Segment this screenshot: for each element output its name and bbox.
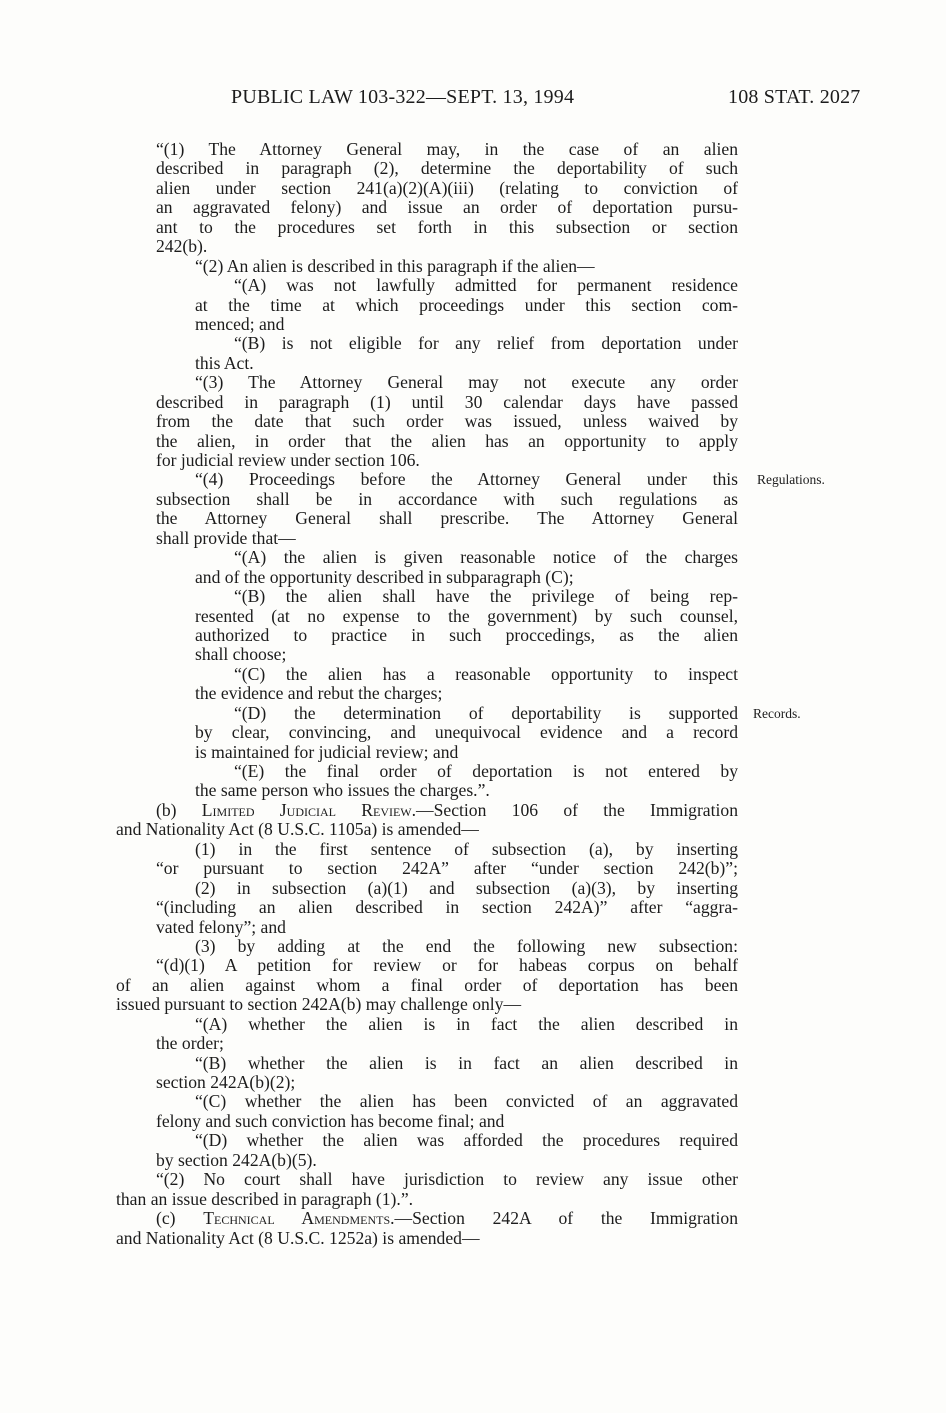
text-line: and Nationality Act (8 U.S.C. 1105a) is amended— (116, 819, 479, 840)
text-line: this Act. (195, 352, 254, 373)
page-header (0, 86, 946, 116)
text-line: “(2) An alien is described in this paragraph if the alien— (195, 255, 595, 276)
text-line: alien under section 241(a)(2)(A)(iii) (relating to conviction of (156, 177, 738, 198)
text-line: the Attorney General shall prescribe. The Attorney General (156, 508, 738, 529)
section-heading-text: Technical Amendments (203, 1208, 391, 1229)
text-line: and of the opportunity described in subparagraph (C); (195, 566, 574, 587)
text-line: “(C) whether the alien has been convicted of an aggravated (195, 1091, 738, 1112)
text-line: “(A) whether the alien is in fact the alien described in (195, 1013, 738, 1034)
text-line: menced; and (195, 313, 285, 334)
text-line: the evidence and rebut the charges; (195, 683, 443, 704)
text-line: at the time at which proceedings under this section com- (195, 294, 738, 315)
text-line: subsection shall be in accordance with such regulations as (156, 488, 738, 509)
section-heading-technical-amendments (116, 1209, 738, 1228)
text-line: and Nationality Act (8 U.S.C. 1252a) is amended— (116, 1227, 480, 1248)
text-line: “or pursuant to section 242A” after “under section 242(b)”; (156, 858, 738, 879)
text-line: for judicial review under section 106. (156, 450, 420, 470)
text-line: “(B) the alien shall have the privilege of being rep- (234, 586, 738, 607)
text-line: “(2) No court shall have jurisdiction to review any issue other (156, 1169, 738, 1190)
margin-note-records: Records. (753, 706, 801, 721)
text-line: issued pursuant to section 242A(b) may challenge only— (116, 994, 522, 1015)
text-line: than an issue described in paragraph (1).”. (116, 1188, 414, 1209)
text-line: “(d)(1) A petition for review or for habeas corpus on behalf (156, 955, 738, 976)
text-line: by clear, convincing, and unequivocal evidence and a record (195, 722, 738, 743)
text-line: described in paragraph (1) until 30 calendar days have passed (156, 391, 738, 412)
text-line: “(C) the alien has a reasonable opportunity to inspect (234, 663, 738, 684)
section-label: (c) (156, 1208, 204, 1229)
text-line: shall provide that— (156, 527, 296, 548)
text-line: authorized to practice in such proccedings, as the alien (195, 624, 738, 645)
text-line: “(3) The Attorney General may not execute any order (195, 372, 738, 393)
text-line: is maintained for judicial review; and (195, 741, 459, 762)
section-lead-text: .—Section 106 of the Immigration (411, 799, 738, 820)
text-line: 242(b). (156, 236, 208, 257)
text-line: shall choose; (195, 644, 287, 665)
section-heading-limited-judicial-review (116, 801, 738, 820)
text-line: (1) in the first sentence of subsection (a), by inserting (195, 838, 738, 859)
text-line: the alien, in order that the alien has an opportunity to apply (156, 430, 738, 451)
text-line: an aggravated felony) and issue an order of deportation pursu- (156, 197, 738, 218)
document-body (116, 140, 738, 1248)
text-line: by section 242A(b)(5). (156, 1149, 317, 1170)
text-line: felony and such conviction has become final; and (156, 1110, 505, 1131)
section-lead-text: .—Section 242A of the Immigration (390, 1208, 738, 1229)
header-stat-page: 108 STAT. 2027 (728, 86, 861, 108)
text-line: ant to the procedures set forth in this subsection or section (156, 216, 738, 237)
text-line: (3) by adding at the end the following new subsection: (195, 935, 738, 956)
margin-note-regulations: Regulations. (757, 472, 825, 487)
text-line: “(D) the determination of deportability is supported (234, 702, 738, 723)
text-line: section 242A(b)(2); (156, 1072, 296, 1092)
text-line: described in paragraph (2), determine the deportability of such (156, 158, 738, 179)
text-line: the same person who issues the charges.”. (195, 780, 490, 801)
text-line: of an alien against whom a final order of deportation has been (116, 974, 738, 995)
text-line: “(including an alien described in section 242A)” after “aggra- (156, 897, 738, 918)
text-line: from the date that such order was issued, unless waived by (156, 411, 738, 432)
text-line: “(A) the alien is given reasonable notice of the charges (234, 547, 738, 568)
text-line: (2) in subsection (a)(1) and subsection (a)(3), by inserting (195, 877, 738, 898)
text-line: “(B) whether the alien is in fact an alien described in (195, 1052, 738, 1073)
text-line: the order; (156, 1033, 224, 1054)
section-heading-text: Limited Judicial Review (201, 799, 412, 820)
text-line: “(B) is not eligible for any relief from deportation under (234, 333, 738, 354)
text-line: “(4) Proceedings before the Attorney General under this (195, 469, 738, 490)
text-line: “(1) The Attorney General may, in the case of an alien (156, 139, 738, 159)
text-line: vated felony”; and (156, 916, 286, 937)
text-line: resented (at no expense to the government) by such counsel, (195, 605, 738, 626)
text-line: “(A) was not lawfully admitted for permanent residence (234, 275, 738, 296)
text-line: “(D) whether the alien was afforded the procedures required (195, 1130, 738, 1151)
header-title: PUBLIC LAW 103-322—SEPT. 13, 1994 (231, 86, 575, 108)
text-line: “(E) the final order of deportation is not entered by (234, 761, 738, 781)
section-label: (b) (156, 799, 202, 820)
